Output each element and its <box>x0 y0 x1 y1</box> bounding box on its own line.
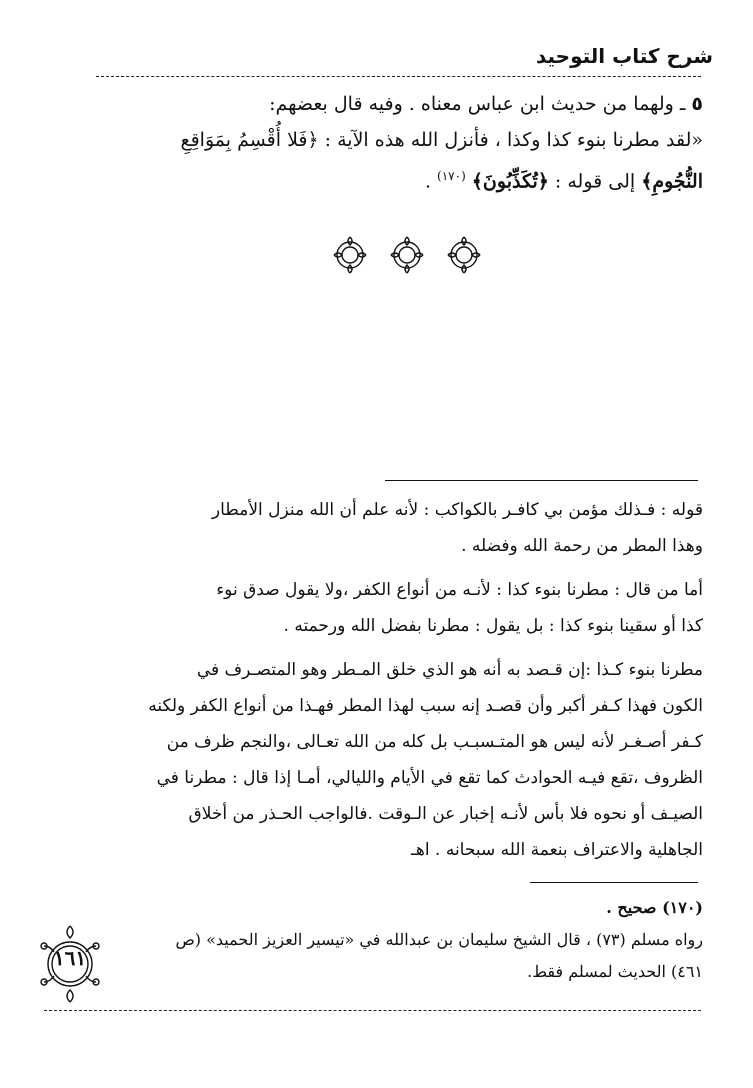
hadith-marker: ٥ <box>691 93 703 115</box>
main-line-2: «لقد مطرنا بنوء كذا وكذا ، فأنزل الله هذه الآية : ﴿فَلا أُقْسِمُ بِمَوَاقِعِ <box>180 129 703 151</box>
commentary-line: الظروف ،تقع فيـه الحوادث كما تقع في الأيام والليالي، أمـا إذا قال : مطرنا في <box>156 768 703 788</box>
main-line-3-end: . <box>424 170 431 193</box>
footer-dashed-divider <box>44 1010 701 1011</box>
commentary-line: قوله : فـذلك مؤمن بي كافـر بالكواكب : لأنه علم أن الله منزل الأمطار <box>211 500 703 520</box>
ornament-icon <box>332 234 368 274</box>
commentary-line: الكون فهذا كـفر أكبر وأن قصـد إنه سبب لهذا المطر فهـذا من أنواع الكفر ولكنه <box>148 696 703 716</box>
quran-quote-a: النُّجُومِ﴾ <box>641 170 703 193</box>
main-line-1-text: ولهما من حديث ابن عباس معناه . وفيه قال بعضهم: <box>269 93 674 115</box>
footnote-line: رواه مسلم (٧٣) ، قال الشيخ سليمان بن عبدالله في «تيسير العزيز الحميد» (ص <box>175 930 703 949</box>
commentary-block <box>58 492 703 868</box>
commentary-line: الصيـف أو نحوه فلا بأس لأنـه إخبار عن الـوقت .فالواجب الحـذر من أخلاق <box>188 804 703 824</box>
commentary-line: أما من قال : مطرنا بنوء كذا : لأنـه من أنواع الكفر ،ولا يقول صدق نوء <box>216 580 703 600</box>
commentary-line: مطرنا بنوء كـذا :إن قـصد به أنه هو الذي خلق المـطر وهو المتصـرف في <box>196 660 703 680</box>
footnote-block <box>110 892 703 988</box>
section-ornaments <box>332 234 482 274</box>
commentary-line: وهذا المطر من رحمة الله وفضله . <box>461 536 703 556</box>
commentary-line: الجاهلية والاعتراف بنعمة الله سبحانه . اهـ <box>410 840 703 860</box>
footnote-line: ٤٦١) الحديث لمسلم فقط. <box>527 962 703 981</box>
running-header-title: شرح كتاب التوحيد <box>535 44 713 68</box>
quran-quote-b: ﴿تُكَذِّبُونَ﴾ <box>471 170 549 193</box>
commentary-line: كـفر أصـغـر لأنه ليس هو المتـسبـب بل كله من الله تعـالى ،والنجم ظرف من <box>166 732 703 752</box>
footnote-reference: (١٧٠) <box>437 169 466 183</box>
main-text-block <box>100 86 703 199</box>
ornament-icon <box>446 234 482 274</box>
ornament-icon <box>389 234 425 274</box>
main-line-3-mid: إلى قوله : <box>548 170 642 193</box>
footnote-separator <box>530 882 698 883</box>
page-number: ١٦١ <box>53 946 87 970</box>
commentary-separator <box>385 480 698 481</box>
header-dashed-divider <box>96 76 701 77</box>
footnote-heading: (١٧٠) صحيح . <box>606 898 703 917</box>
commentary-line: كذا أو سقينا بنوء كذا : بل يقول : مطرنا بفضل الله ورحمته . <box>283 616 703 636</box>
main-line-3 <box>100 158 703 199</box>
main-line-1: ٥ـ ولهما من حديث ابن عباس معناه . وفيه قال بعضهم: <box>269 93 703 115</box>
